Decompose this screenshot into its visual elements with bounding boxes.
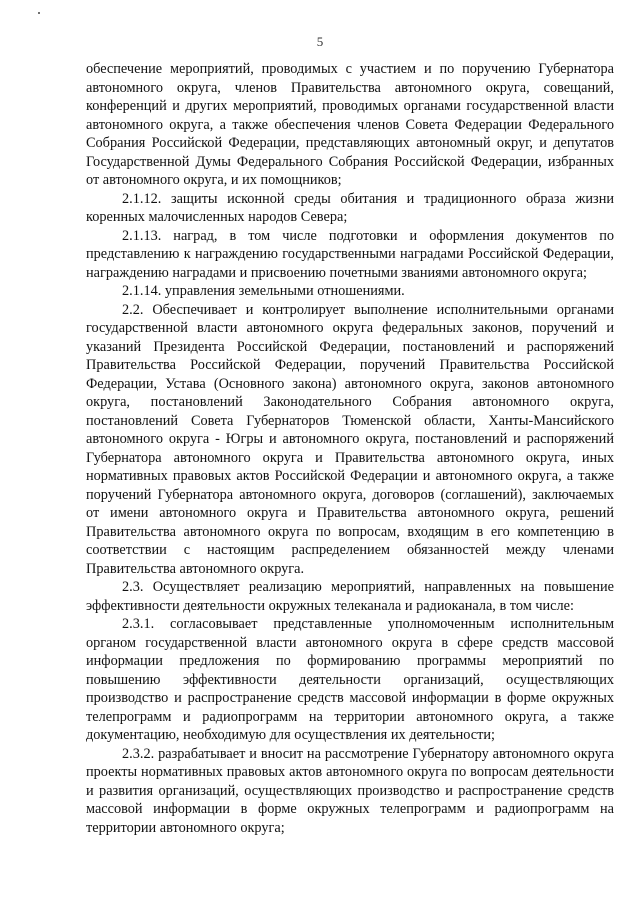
paragraph-2-1-12: 2.1.12. защиты исконной среды обитания и традиционного образа жизни коренных малочисленных народов Севера; bbox=[86, 190, 614, 225]
scan-speck bbox=[38, 12, 40, 14]
paragraph-2-1-14: 2.1.14. управления земельными отношениями. bbox=[122, 283, 405, 299]
paragraph-2-3: 2.3. Осуществляет реализацию мероприятий, направленных на повышение эффективности деятельности окружных телеканала и радиоканала, в том числе: bbox=[86, 579, 614, 614]
page-number: 5 bbox=[316, 34, 324, 49]
paragraph-continuation: обеспечение мероприятий, проводимых с участием и по поручению Губернатора автономного округа, членов Правительства автономного округа, совещаний, конференций и других мероприятий, проводимых органами государственной власти автономного округа, а также обеспечения членов Совета Федерации Федерального Собрания Российской Федерации, представляющих автономный округ, и депутатов Государственной Думы Федерального Собрания Российской Федерации, избранных от автономного округа, и их помощников; bbox=[86, 61, 614, 188]
paragraph-2-1-13: 2.1.13. наград, в том числе подготовки и оформления документов по представлению к награждению государственными наградами Российской Федерации, награждению наградами и присвоению почетными званиями автономного округа; bbox=[86, 227, 614, 281]
document-body bbox=[86, 60, 614, 837]
paragraph-2-3-2: 2.3.2. разрабатывает и вносит на рассмотрение Губернатору автономного округа проекты нормативных правовых актов автономного округа по вопросам деятельности и развития организаций, осуществляющих производство и распространение средств массовой информации в форме окружных телепрограмм и радиопрограмм на территории автономного округа; bbox=[86, 745, 614, 836]
paragraph-2-3-1: 2.3.1. согласовывает представленные уполномоченным исполнительным органом государственной власти автономного округа в сфере средств массовой информации предложения по формированию программы мероприятий по повышению эффективности деятельности организаций, осуществляющих производство и распространение средств массовой информации в форме окружных телепрограмм и радиопрограмм на территории автономного округа, а также документацию, необходимую для осуществления их деятельности; bbox=[86, 616, 614, 743]
paragraph-2-2: 2.2. Обеспечивает и контролирует выполнение исполнительными органами государственной власти автономного округа федеральных законов, поручений и указаний Президента Российской Федерации, постановлений и распоряжений Правительства Российской Федерации, поручений Правительства Российской Федерации, Устава (Основного закона) автономного округа, законов автономного округа, постановлений Законодательного Собрания автономного округа, постановлений Совета Губернаторов Тюменской области, Ханты-Мансийского автономного округа - Югры и автономного округа, постановлений и распоряжений Губернатора автономного округа и Правительства автономного округа, иных нормативных правовых актов Российской Федерации и автономного округа, а также поручений Губернатора автономного округа, договоров (соглашений), заключаемых от имени автономного округа и Правительства автономного округа, решений Правительства автономного округа по вопросам, входящим в его компетенцию в соответствии с настоящим распределением обязанностей между членами Правительства автономного округа. bbox=[86, 301, 614, 577]
